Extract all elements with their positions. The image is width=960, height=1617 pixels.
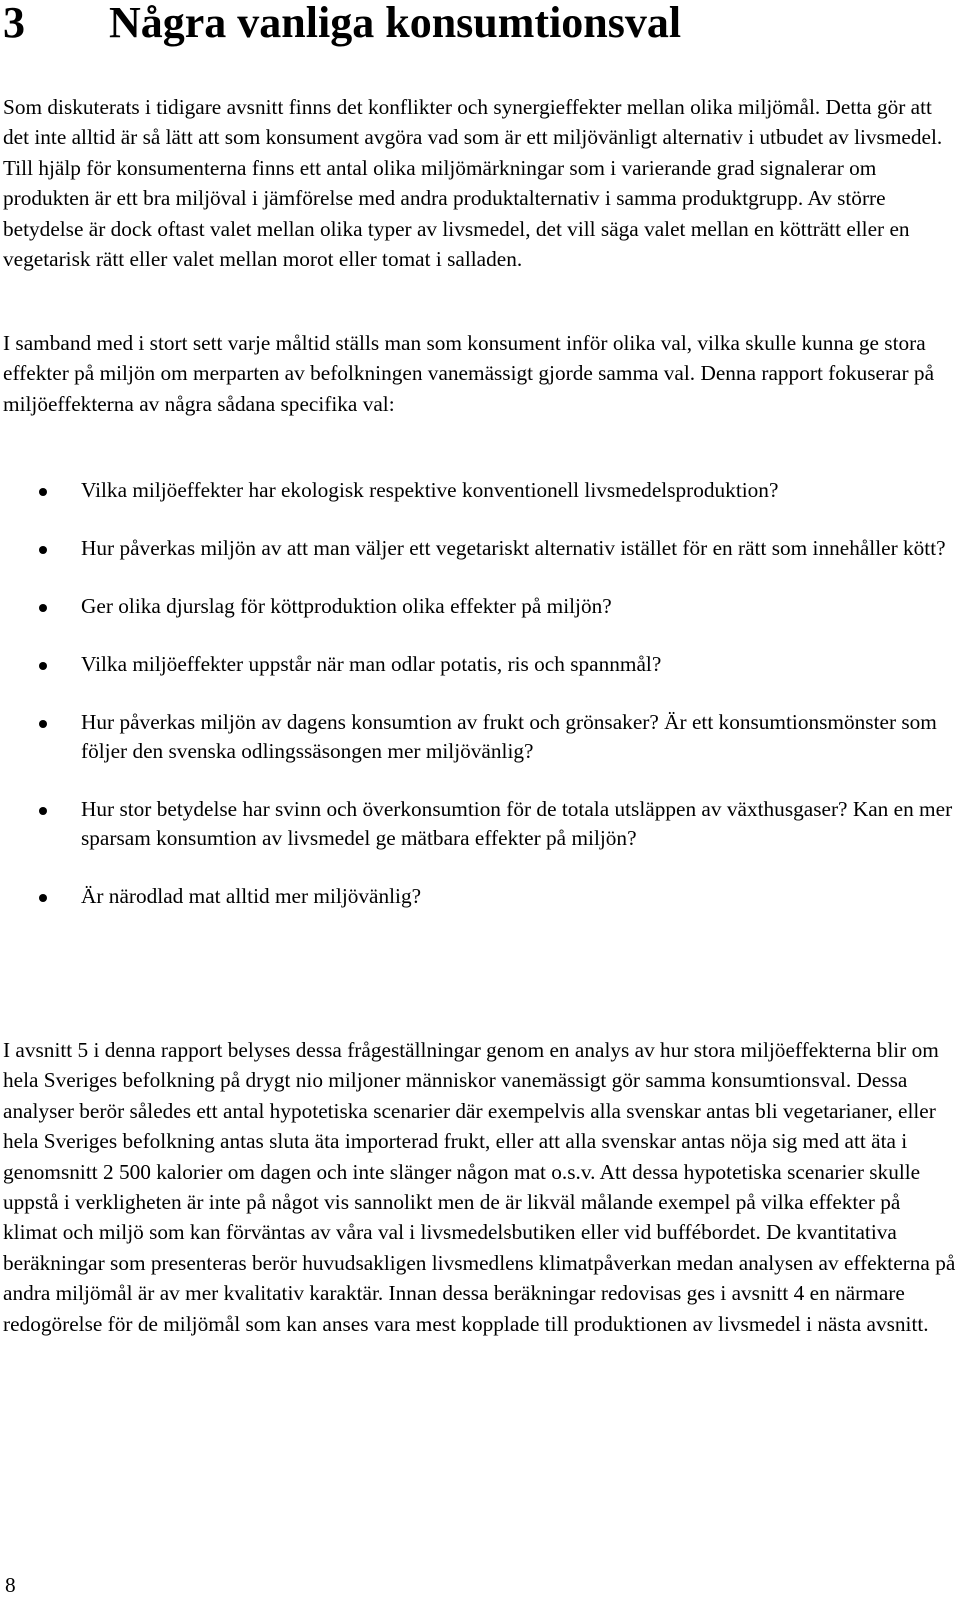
- list-item: [3, 650, 958, 679]
- list-item: [3, 534, 958, 563]
- question-list: [3, 476, 958, 940]
- bullet-icon: [39, 546, 47, 554]
- list-item-text: Hur påverkas miljön av att man väljer ett vegetariskt alternativ istället för en rätt som innehåller kött?: [81, 536, 946, 560]
- intro-paragraph: Som diskuterats i tidigare avsnitt finns det konflikter och synergieffekter mellan olika miljömål. Detta gör att det inte alltid är så lätt att som konsument avgöra vad som är ett miljövänligt alternativ i utbudet av livsmedel. Till hjälp för konsumenterna finns ett antal olika miljömärkningar som i varierande grad signalerar om produkten är ett bra miljöval i jämförelse med andra produktalternativ i samma produktgrupp. Av större betydelse är dock oftast valet mellan olika typer av livsmedel, det vill säga valet mellan en kötträtt eller en vegetarisk rätt eller valet mellan morot eller tomat i salladen.: [3, 95, 943, 272]
- bullet-icon: [39, 604, 47, 612]
- list-item-text: Vilka miljöeffekter uppstår när man odlar potatis, ris och spannmål?: [81, 652, 662, 676]
- chapter-heading: [3, 0, 958, 60]
- list-item-text: Ger olika djurslag för köttproduktion olika effekter på miljön?: [81, 594, 612, 618]
- list-item-text: Hur stor betydelse har svinn och överkonsumtion för de totala utsläppen av växthusgaser? Kan en mer sparsam konsumtion av livsmedel ge mätbara effekter på miljön?: [81, 797, 953, 850]
- chapter-number: 3: [3, 0, 25, 47]
- bullet-icon: [39, 807, 47, 815]
- bullet-icon: [39, 488, 47, 496]
- list-item: [3, 795, 958, 853]
- document-page: [3, 0, 958, 1336]
- list-item: [3, 882, 958, 911]
- analysis-paragraph: I avsnitt 5 i denna rapport belyses dessa frågeställningar genom en analys av hur stora miljöeffekterna blir om hela Sveriges befolkning på drygt nio miljoner människor vanemässigt gör samma konsumtionsval. Dessa analyser berör således ett antal hypotetiska scenarier där exempelvis alla svenskar antas bli vegetarianer, eller hela Sveriges befolkning antas sluta äta importerad frukt, eller att alla svenskar antas nöja sig med att äta i genomsnitt 2 500 kalorier om dagen och inte slänger någon mat o.s.v. Att dessa hypotetiska scenarier skulle uppstå i verkligheten är inte på något vis sannolikt men de är likväl målande exempel på vilka effekter på klimat och miljö som kan förväntas av våra val i livsmedelsbutiken eller vid buffébordet. De kvantitativa beräkningar som presenteras berör huvudsakligen livsmedlens klimatpåverkan medan analysen av effekterna på andra miljömål är av mer kvalitativ karaktär. Innan dessa beräkningar redovisas ges i avsnitt 4 en närmare redogörelse för de miljömål som kan anses vara mest kopplade till produktionen av livsmedel i nästa avsnitt.: [3, 1038, 956, 1336]
- bullet-icon: [39, 720, 47, 728]
- list-item: [3, 476, 958, 505]
- list-item-text: Är närodlad mat alltid mer miljövänlig?: [81, 884, 422, 908]
- bullet-icon: [39, 662, 47, 670]
- list-item: [3, 592, 958, 621]
- list-item-text: Vilka miljöeffekter har ekologisk respektive konventionell livsmedelsproduktion?: [81, 478, 779, 502]
- list-item-text: Hur påverkas miljön av dagens konsumtion av frukt och grönsaker? Är ett konsumtionsmönster som följer den svenska odlingssäsongen mer miljövänlig?: [81, 710, 937, 763]
- choices-paragraph: I samband med i stort sett varje måltid ställs man som konsument inför olika val, vilka skulle kunna ge stora effekter på miljön om merparten av befolkningen vanemässigt gjorde samma val. Denna rapport fokuserar på miljöeffekterna av några sådana specifika val:: [3, 331, 935, 416]
- chapter-title: Några vanliga konsumtionsval: [109, 0, 682, 47]
- page-number: 8: [5, 1573, 16, 1597]
- list-item: [3, 708, 958, 766]
- bullet-icon: [39, 894, 47, 902]
